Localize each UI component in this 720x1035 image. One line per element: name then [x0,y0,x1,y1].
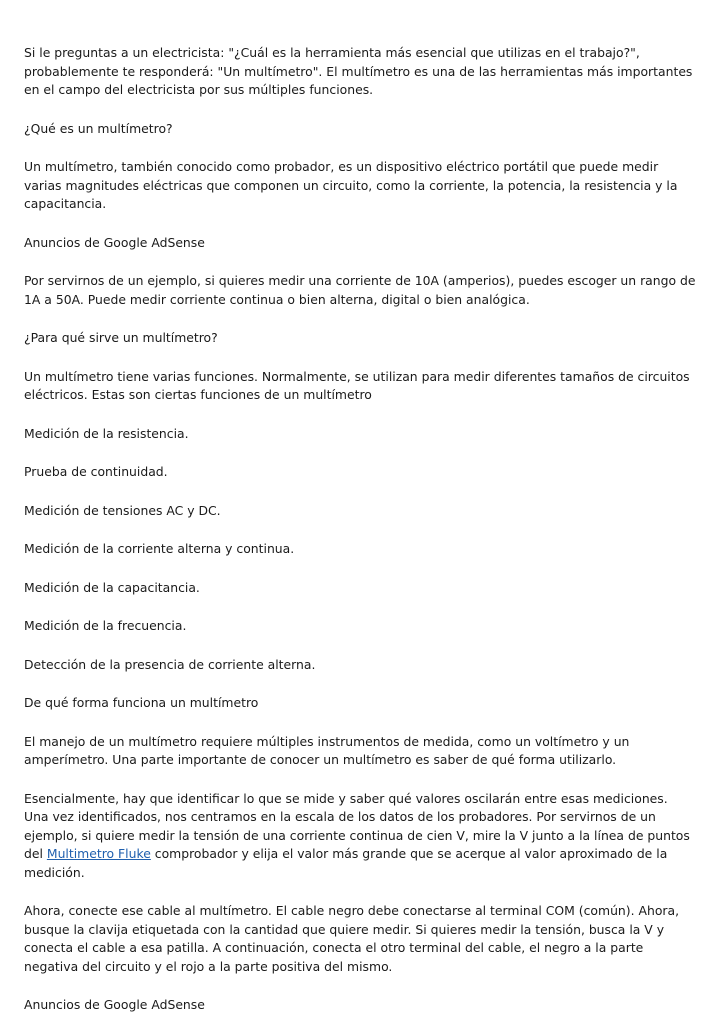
adsense-label: Anuncios de Google AdSense [24,234,205,250]
section-heading-uses: ¿Para qué sirve un multímetro? [24,330,218,345]
function-item-voltage: Medición de tensiones AC y DC. [24,502,221,518]
function-item-frequency: Medición de la frecuencia. [24,618,187,633]
section-heading-what-is: ¿Qué es un multímetro? [24,120,173,136]
identification-text-start: Esencialmente, hay que identificar lo que se mide y saber qué valores oscilarán entre esas mediciones. Una vez identificados, nos centramos en la escala de los datos de los probadores. Por servirnos de un ejemplo, si quiere medir la tensión de una corriente continua de cien V, mire la V junto a la línea de puntos del [24,790,690,861]
identification-text-end: comprobador y elija el valor más grande que se acerque al valor aproximado de la medición. [24,846,668,880]
usage-paragraph: El manejo de un multímetro requiere múltiples instrumentos de medida, como un voltímetro y un amperímetro. Una parte importante de conocer un multímetro es saber de qué forma utilizarlo. [24,733,630,767]
intro-paragraph: Si le preguntas a un electricista: "¿Cuál es la herramienta más esencial que utilizas en el trabajo?", probablemente te responderá: "Un multímetro". El multímetro es una de las herramientas más importantes en el campo del electricista por sus múltiples funciones. [24,45,693,97]
section-heading-how-it-works: De qué forma funciona un multímetro [24,695,259,710]
functions-intro-paragraph: Un multímetro tiene varias funciones. Normalmente, se utilizan para medir diferentes tamaños de circuitos eléctricos. Estas son ciertas funciones de un multímetro [24,368,690,402]
function-item-capacitance: Medición de la capacitancia. [24,579,200,595]
multimetro-fluke-link[interactable]: Multimetro Fluke [46,846,151,861]
function-item-ac-detection: Detección de la presencia de corriente alterna. [24,656,316,672]
function-item-resistance: Medición de la resistencia. [24,425,189,441]
example-paragraph: Por servirnos de un ejemplo, si quieres medir una corriente de 10A (amperios), puedes escoger un rango de 1A a 50A. Puede medir corriente continua o bien alterna, digital o bien analógica. [24,273,696,307]
function-item-continuity: Prueba de continuidad. [24,464,168,479]
adsense-label-bottom: Anuncios de Google AdSense [24,997,205,1012]
article-body [24,44,696,1035]
definition-paragraph: Un multímetro, también conocido como probador, es un dispositivo eléctrico portátil que puede medir varias magnitudes eléctricas que componen un circuito, como la corriente, la potencia, la resistencia y la capacitancia. [24,159,678,211]
connection-paragraph: Ahora, conecte ese cable al multímetro. El cable negro debe conectarse al terminal COM (común). Ahora, busque la clavija etiquetada con la cantidad que quiere medir. Si quieres medir la tensión, busca la V y conecta el cable a esa patilla. A continuación, conecta el otro terminal del cable, el negro a la parte negativa del circuito y el rojo a la parte positiva del mismo. [24,903,680,974]
identification-paragraph [24,790,696,883]
function-item-current: Medición de la corriente alterna y continua. [24,541,295,556]
